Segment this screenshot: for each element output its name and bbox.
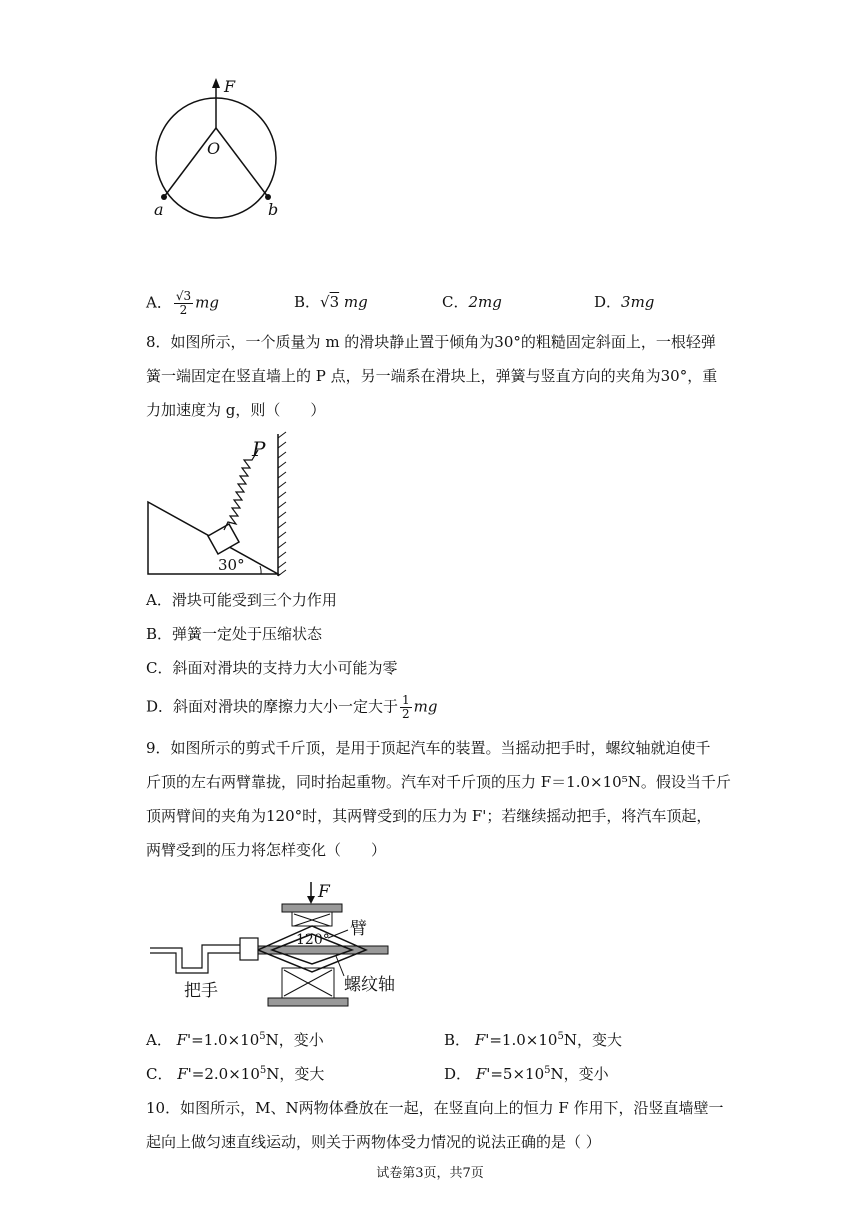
q7-option-a[interactable]: A． $\frac{√3}{2}$ mg bbox=[146, 289, 219, 317]
handle-joint bbox=[240, 938, 258, 960]
label-angle-30: 30° bbox=[218, 556, 245, 574]
q9-option-d[interactable]: D． $F'=5\times 10^5N$，变小 bbox=[444, 1065, 609, 1083]
q9-stem-line3: 顶两臂间的夹角为120°时，其两臂受到的压力为 F'；若继续摇动把手，将汽车顶起， bbox=[146, 807, 712, 825]
label-F: F bbox=[224, 77, 236, 96]
q10-stem-line2: 起向上做匀速直线运动，则关于两物体受力情况的说法正确的是（ ） bbox=[146, 1133, 601, 1151]
top-pillar bbox=[292, 912, 332, 926]
label-O: O bbox=[207, 139, 221, 158]
q10-stem-line1: 10．如图所示，M、N两物体叠放在一起，在竖直向上的恒力 F 作用下，沿竖直墙壁一 bbox=[146, 1099, 724, 1117]
q8-stem-line3: 力加速度为 g，则（ ） bbox=[146, 401, 326, 419]
bottom-plate bbox=[268, 998, 348, 1006]
label-handle: 把手 bbox=[184, 981, 218, 1001]
q8-stem-line1: 8．如图所示，一个质量为 m 的滑块静止置于倾角为30°的粗糙固定斜面上，一根轻弹 bbox=[146, 333, 716, 351]
load-force-head bbox=[307, 896, 315, 904]
q8-option-c[interactable]: C．斜面对滑块的支持力大小可能为零 bbox=[146, 659, 398, 677]
spring bbox=[224, 450, 258, 530]
page-footer: 试卷第3页，共7页 bbox=[376, 1166, 484, 1181]
label-P: P bbox=[252, 437, 266, 461]
q9-stem-line1: 9．如图所示的剪式千斤顶，是用于顶起汽车的装置。当摇动把手时，螺纹轴就迫使千 bbox=[146, 739, 711, 757]
q7-option-b[interactable]: B．√3 mg bbox=[294, 293, 368, 311]
handle-crank-outer bbox=[150, 945, 240, 968]
handle-crank-inner bbox=[150, 953, 240, 973]
q8-figure bbox=[140, 428, 300, 580]
label-120: 120° bbox=[296, 932, 330, 948]
q7-figure bbox=[140, 70, 300, 230]
label-a: a bbox=[154, 200, 164, 219]
label-arm: 臂 bbox=[350, 919, 367, 939]
q8-stem-line2: 簧一端固定在竖直墙上的 P 点，另一端系在滑块上，弹簧与竖直方向的夹角为30°，重 bbox=[146, 367, 718, 385]
q9-option-b[interactable]: B． $F'=1.0\times 10^5N$，变大 bbox=[444, 1031, 622, 1049]
q7-option-c[interactable]: C．2mg bbox=[442, 293, 502, 311]
rope-ob bbox=[216, 128, 268, 197]
label-screw: 螺纹轴 bbox=[344, 975, 395, 995]
q9-stem-line4: 两臂受到的压力将怎样变化（ ） bbox=[146, 841, 387, 859]
q8-option-b[interactable]: B．弹簧一定处于压缩状态 bbox=[146, 625, 323, 643]
q9-option-c[interactable]: C． $F'=2.0\times 10^5N$，变大 bbox=[146, 1065, 325, 1083]
q8-option-a[interactable]: A．滑块可能受到三个力作用 bbox=[146, 591, 337, 609]
wall-hatching bbox=[278, 432, 286, 576]
top-plate bbox=[282, 904, 342, 912]
angle-arc bbox=[260, 566, 261, 574]
q9-figure bbox=[140, 872, 410, 1012]
sqrt3-over-2: $\frac{√3}{2}$ bbox=[175, 289, 192, 317]
q9-stem-line2: 斤顶的左右两臂靠拢，同时抬起重物。汽车对千斤顶的压力 F＝1.0×10⁵N。假设当千斤 bbox=[146, 773, 731, 791]
label-F: F bbox=[318, 882, 330, 902]
label-b: b bbox=[268, 200, 279, 219]
q7-option-d[interactable]: D．3mg bbox=[594, 293, 655, 311]
force-arrow-head bbox=[212, 78, 220, 88]
q9-option-a[interactable]: A． $F'=1.0\times 10^5N$，变小 bbox=[146, 1031, 324, 1049]
q8-option-d[interactable]: D．斜面对滑块的摩擦力大小一定大于 $\frac{1}{2}$ mg bbox=[146, 693, 438, 721]
one-half: $\frac{1}{2}$ bbox=[402, 693, 410, 721]
